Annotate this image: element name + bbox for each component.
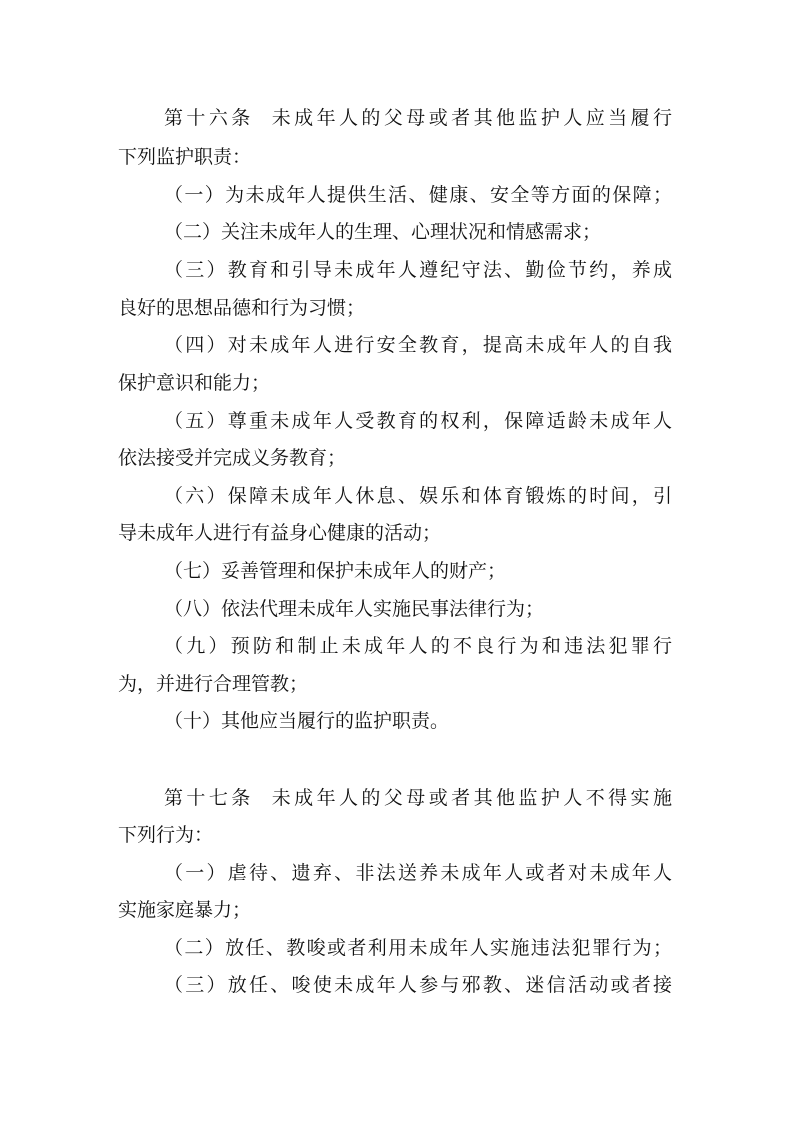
- article-16-item-5-cont: 依法接受并完成义务教育；: [118, 447, 347, 469]
- article-16-intro: 未成年人的父母或者其他监护人应当履行: [271, 107, 672, 129]
- article-16-line: 下列监护职责：: [118, 146, 252, 168]
- article-16-item-6: （六）保障未成年人休息、娱乐和体育锻炼的时间，引: [164, 485, 672, 507]
- article-16-item-9: （九）预防和制止未成年人的不良行为和违法犯罪行: [164, 635, 672, 657]
- article-17-item-3: （三）放任、唆使未成年人参与邪教、迷信活动或者接: [164, 974, 672, 996]
- article-16-item-4: （四）对未成年人进行安全教育，提高未成年人的自我: [164, 334, 672, 356]
- article-16-title: 第十六条: [164, 107, 254, 129]
- article-16-item-3: （三）教育和引导未成年人遵纪守法、勤俭节约，养成: [164, 259, 672, 281]
- article-16-item-2: （二）关注未成年人的生理、心理状况和情感需求；: [164, 221, 602, 243]
- article-17-title: 第十七条: [164, 787, 254, 809]
- article-17-intro: 未成年人的父母或者其他监护人不得实施: [271, 787, 672, 809]
- article-17-item-2: （二）放任、教唆或者利用未成年人实施违法犯罪行为；: [164, 937, 672, 959]
- article-16-item-9-cont: 为，并进行合理管教；: [118, 673, 309, 695]
- article-16-item-10: （十）其他应当履行的监护职责。: [164, 710, 450, 732]
- article-17-line: 下列行为：: [118, 824, 214, 846]
- article-16-item-7: （七）妥善管理和保护未成年人的财产；: [164, 560, 507, 582]
- article-16-heading-line: [164, 106, 672, 130]
- article-16-item-8: （八）依法代理未成年人实施民事法律行为；: [164, 598, 545, 620]
- article-16-item-6-cont: 导未成年人进行有益身心健康的活动；: [118, 522, 442, 544]
- article-16-item-1: （一）为未成年人提供生活、健康、安全等方面的保障；: [164, 184, 672, 206]
- article-16-item-3-cont: 良好的思想品德和行为习惯；: [118, 297, 366, 319]
- article-17-item-1-cont: 实施家庭暴力；: [118, 899, 252, 921]
- article-16-item-5: （五）尊重未成年人受教育的权利，保障适龄未成年人: [164, 410, 672, 432]
- article-17-heading-line: [164, 786, 672, 810]
- article-16-item-4-cont: 保护意识和能力；: [118, 372, 271, 394]
- article-17-item-1: （一）虐待、遗弃、非法送养未成年人或者对未成年人: [164, 862, 672, 884]
